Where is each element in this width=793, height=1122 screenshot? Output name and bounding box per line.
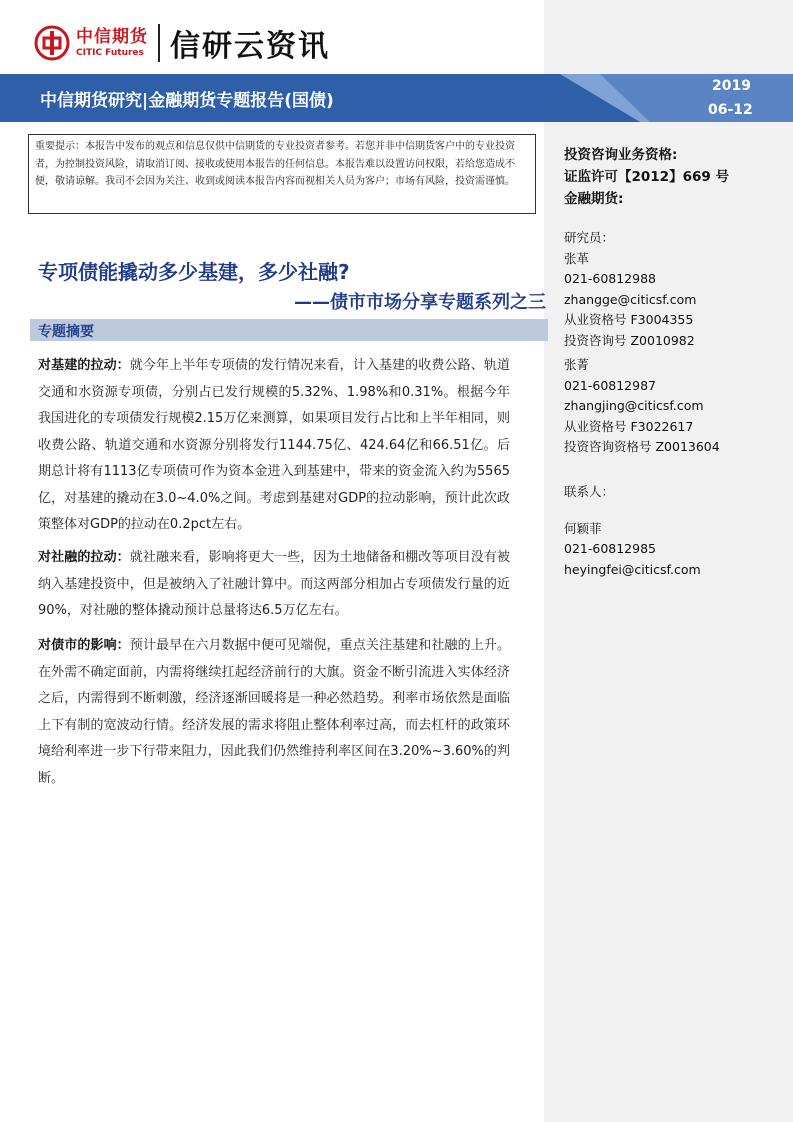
qualification-line: 金融期货:: [564, 191, 624, 207]
logo-divider: [158, 24, 160, 62]
report-title: 专项债能撬动多少基建，多少社融?: [38, 260, 350, 284]
report-year: 2019: [712, 78, 751, 94]
company-logo: [34, 22, 330, 64]
report-date: 06-12: [708, 102, 753, 118]
paragraph-text: 就今年上半年专项债的发行情况来看，计入基建的收费公路、轨道交通和水资源专项债，分别占已发行规模的5.32%、1.98%和0.31%。根据今年我国进化的专项债发行规模2.15万亿来测算，如果项目发行占比和上半年相同，则收费公路、轨道交通和水资源分别将发行1144.75亿、424.64亿和66.51亿。后期总计将有1113亿专项债可作为资本金进入到基建中，带来的资金流入约为5565亿，对基建的撬动在3.0~4.0%之间。考虑到基建对GDP的拉动影响，预计此次政策整体对GDP的拉动在0.2pct左右。: [38, 358, 510, 532]
researcher-block-1: [564, 228, 696, 351]
report-subtitle: ——债市市场分享专题系列之三: [294, 292, 546, 313]
researcher-license: 投资咨询资格号 Z0013604: [564, 439, 720, 454]
researcher-email[interactable]: zhangge@citicsf.com: [564, 291, 697, 307]
researcher-license: 投资咨询号 Z0010982: [564, 332, 695, 348]
paragraph-text: 就社融来看，影响将更大一些，因为土地储备和棚改等项目没有被纳入基建投资中，但是被纳入了社融计算中。而这两部分相加占专项债发行量的近90%，对社融的整体撬动预计总量将达6.5万亿左右。: [38, 550, 510, 618]
researcher-phone: 021-60812987: [564, 377, 656, 393]
citic-emblem-icon: [34, 25, 70, 61]
researcher-label: 研究员：: [564, 230, 615, 245]
contact-label: 联系人：: [564, 484, 615, 499]
paragraph-text: 预计最早在六月数据中便可见端倪，重点关注基建和社融的上升。在外需不确定面前，内需将继续扛起经济前行的大旗。资金不断引流进入实体经济之后，内需得到不断刺激，经济逐渐回暖将是一种必然趋势。利率市场依然是面临上下有制的宽波动行情。经济发展的需求将阻止整体利率过高，而去杠杆的政策环境给利率进一步下行带来阻力，因此我们仍然维持利率区间在3.20%~3.60%的判断。: [38, 638, 510, 786]
logo-cn-text: 中信期货: [76, 27, 148, 47]
paragraph-lead: 对债市的影响：: [38, 638, 130, 653]
summary-paragraph-bond-market: [38, 633, 510, 792]
researcher-phone: 021-60812988: [564, 271, 656, 286]
contact-phone: 021-60812985: [564, 541, 656, 556]
researcher-name: 张菁: [564, 357, 590, 372]
logo-en-text: CITIC Futures: [76, 48, 144, 58]
researcher-email[interactable]: zhangjing@citicsf.com: [564, 398, 704, 413]
researcher-license: 从业资格号 F3022617: [564, 418, 694, 434]
paragraph-lead: 对社融的拉动：: [38, 550, 130, 565]
researcher-block-2: [564, 355, 720, 458]
researcher-name: 张革: [564, 250, 590, 266]
qualification-line: 证监许可【2012】669 号: [564, 169, 729, 185]
contact-email[interactable]: heyingfei@citicsf.com: [564, 561, 701, 577]
section-header-bar: [30, 319, 548, 341]
qualification-block: [564, 144, 729, 210]
researcher-license: 从业资格号 F3004355: [564, 312, 694, 327]
paragraph-lead: 对基建的拉动：: [38, 358, 130, 373]
contact-block: [564, 482, 701, 580]
summary-paragraph-infrastructure: [38, 353, 510, 539]
report-category: 中信期货研究|金融期货专题报告(国债): [40, 91, 334, 111]
section-label: 专题摘要: [38, 324, 94, 340]
qualification-line: 投资咨询业务资格:: [564, 147, 678, 163]
contact-name: 何颖菲: [564, 520, 602, 536]
disclaimer-box: 重要提示：本报告中发布的观点和信息仅供中信期货的专业投资者参考。若您并非中信期货客户中的专业投资者，为控制投资风险，请取消订阅、接收或使用本报告的任何信息。本报告难以设置访问权限，若给您造成不便，敬请谅解。我司不会因为关注、收到或阅读本报告内容而视相关人员为客户；市场有风险，投资需谨慎。: [28, 134, 536, 214]
brand-title: 信研云资讯: [170, 29, 330, 64]
summary-paragraph-social-financing: [38, 545, 510, 625]
